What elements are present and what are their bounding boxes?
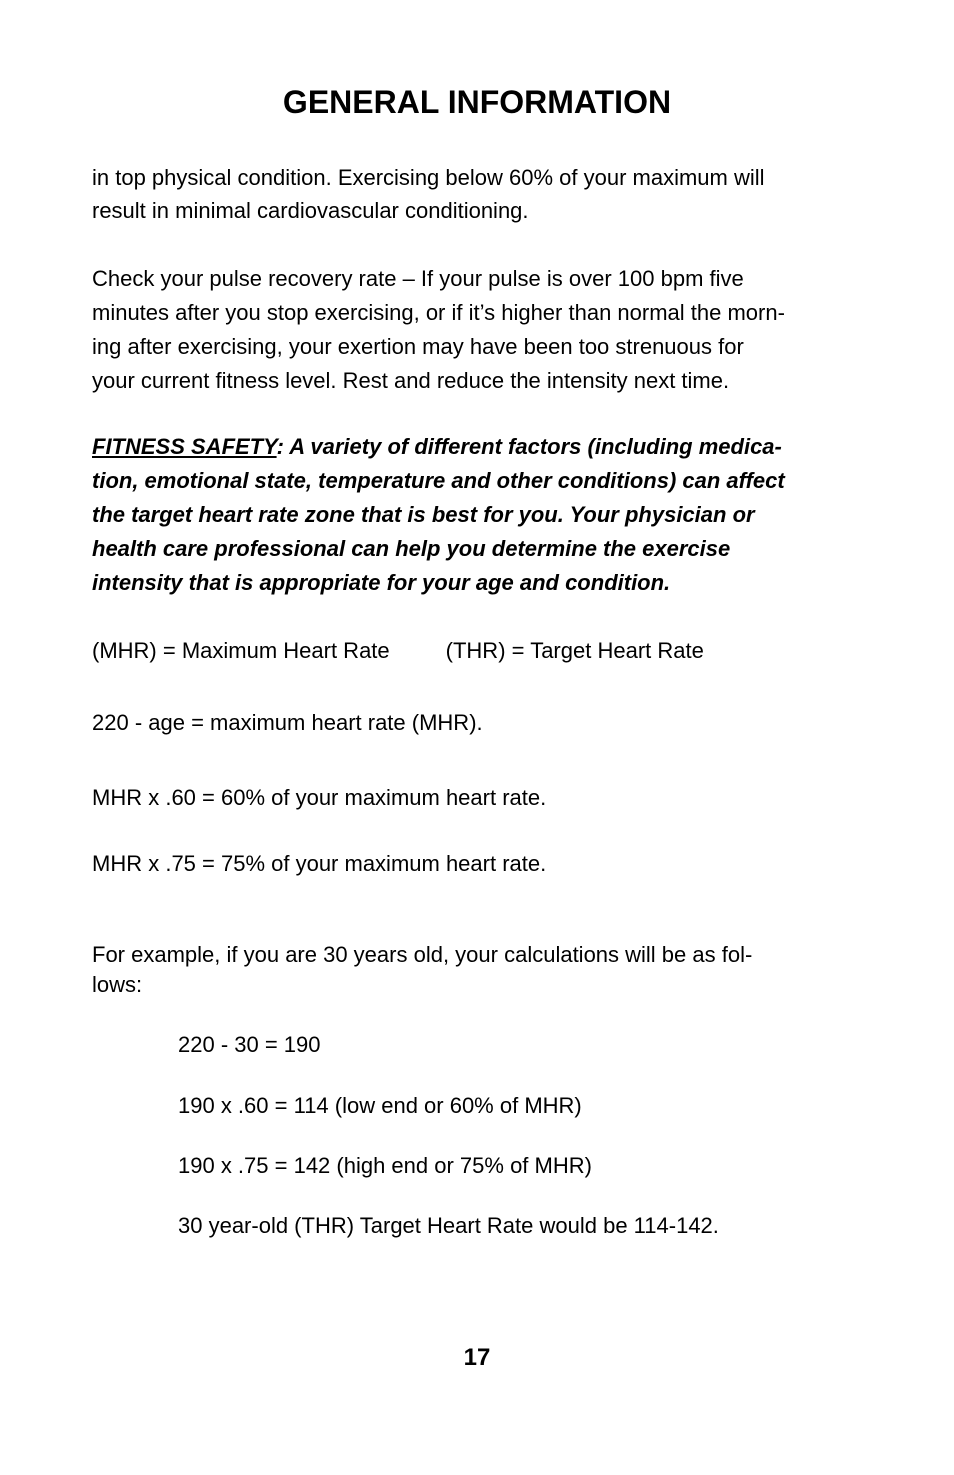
paragraph-line: your current fitness level. Rest and reduce the intensity next time. [92, 368, 730, 393]
paragraph-line: health care professional can help you determine the exercise [92, 536, 731, 561]
paragraph-line: Check your pulse recovery rate – If your pulse is over 100 bpm five [92, 266, 744, 291]
paragraph-line: : A variety of different factors (including medica- [276, 434, 782, 459]
paragraph-conditioning [92, 161, 872, 227]
thr-definition: (THR) = Target Heart Rate [445, 638, 704, 663]
paragraph-line: For example, if you are 30 years old, your calculations will be as fol- [92, 942, 753, 967]
page-title: GENERAL INFORMATION [282, 84, 672, 120]
paragraph-line: lows: [92, 972, 143, 997]
example-calc-high-end: 190 x .75 = 142 (high end or 75% of MHR) [178, 1153, 592, 1178]
formula-mhr: 220 - age = maximum heart rate (MHR). [92, 710, 483, 735]
mhr-definition: (MHR) = Maximum Heart Rate [92, 638, 390, 663]
example-calc-thr-result: 30 year-old (THR) Target Heart Rate would be 114-142. [178, 1213, 719, 1238]
paragraph-line: the target heart rate zone that is best for you. Your physician or [92, 502, 755, 527]
fitness-safety-notice [92, 430, 872, 600]
paragraph-line: tion, emotional state, temperature and other conditions) can affect [92, 468, 785, 493]
paragraph-line: minutes after you stop exercising, or if it’s higher than normal the morn- [92, 300, 785, 325]
definitions-row [92, 636, 704, 666]
paragraph-line: intensity that is appropriate for your age and condition. [92, 570, 671, 595]
example-calc-mhr: 220 - 30 = 190 [178, 1032, 321, 1057]
paragraph-line: in top physical condition. Exercising below 60% of your maximum will [92, 165, 765, 190]
example-calc-low-end: 190 x .60 = 114 (low end or 60% of MHR) [178, 1093, 582, 1118]
page-number: 17 [463, 1344, 491, 1371]
paragraph-line: result in minimal cardiovascular conditioning. [92, 198, 529, 223]
example-intro [92, 940, 832, 1000]
formula-75-percent: MHR x .75 = 75% of your maximum heart rate. [92, 851, 547, 876]
paragraph-pulse-recovery [92, 262, 872, 398]
formula-60-percent: MHR x .60 = 60% of your maximum heart rate. [92, 785, 547, 810]
paragraph-line: ing after exercising, your exertion may have been too strenuous for [92, 334, 744, 359]
fitness-safety-label: FITNESS SAFETY [92, 434, 277, 459]
